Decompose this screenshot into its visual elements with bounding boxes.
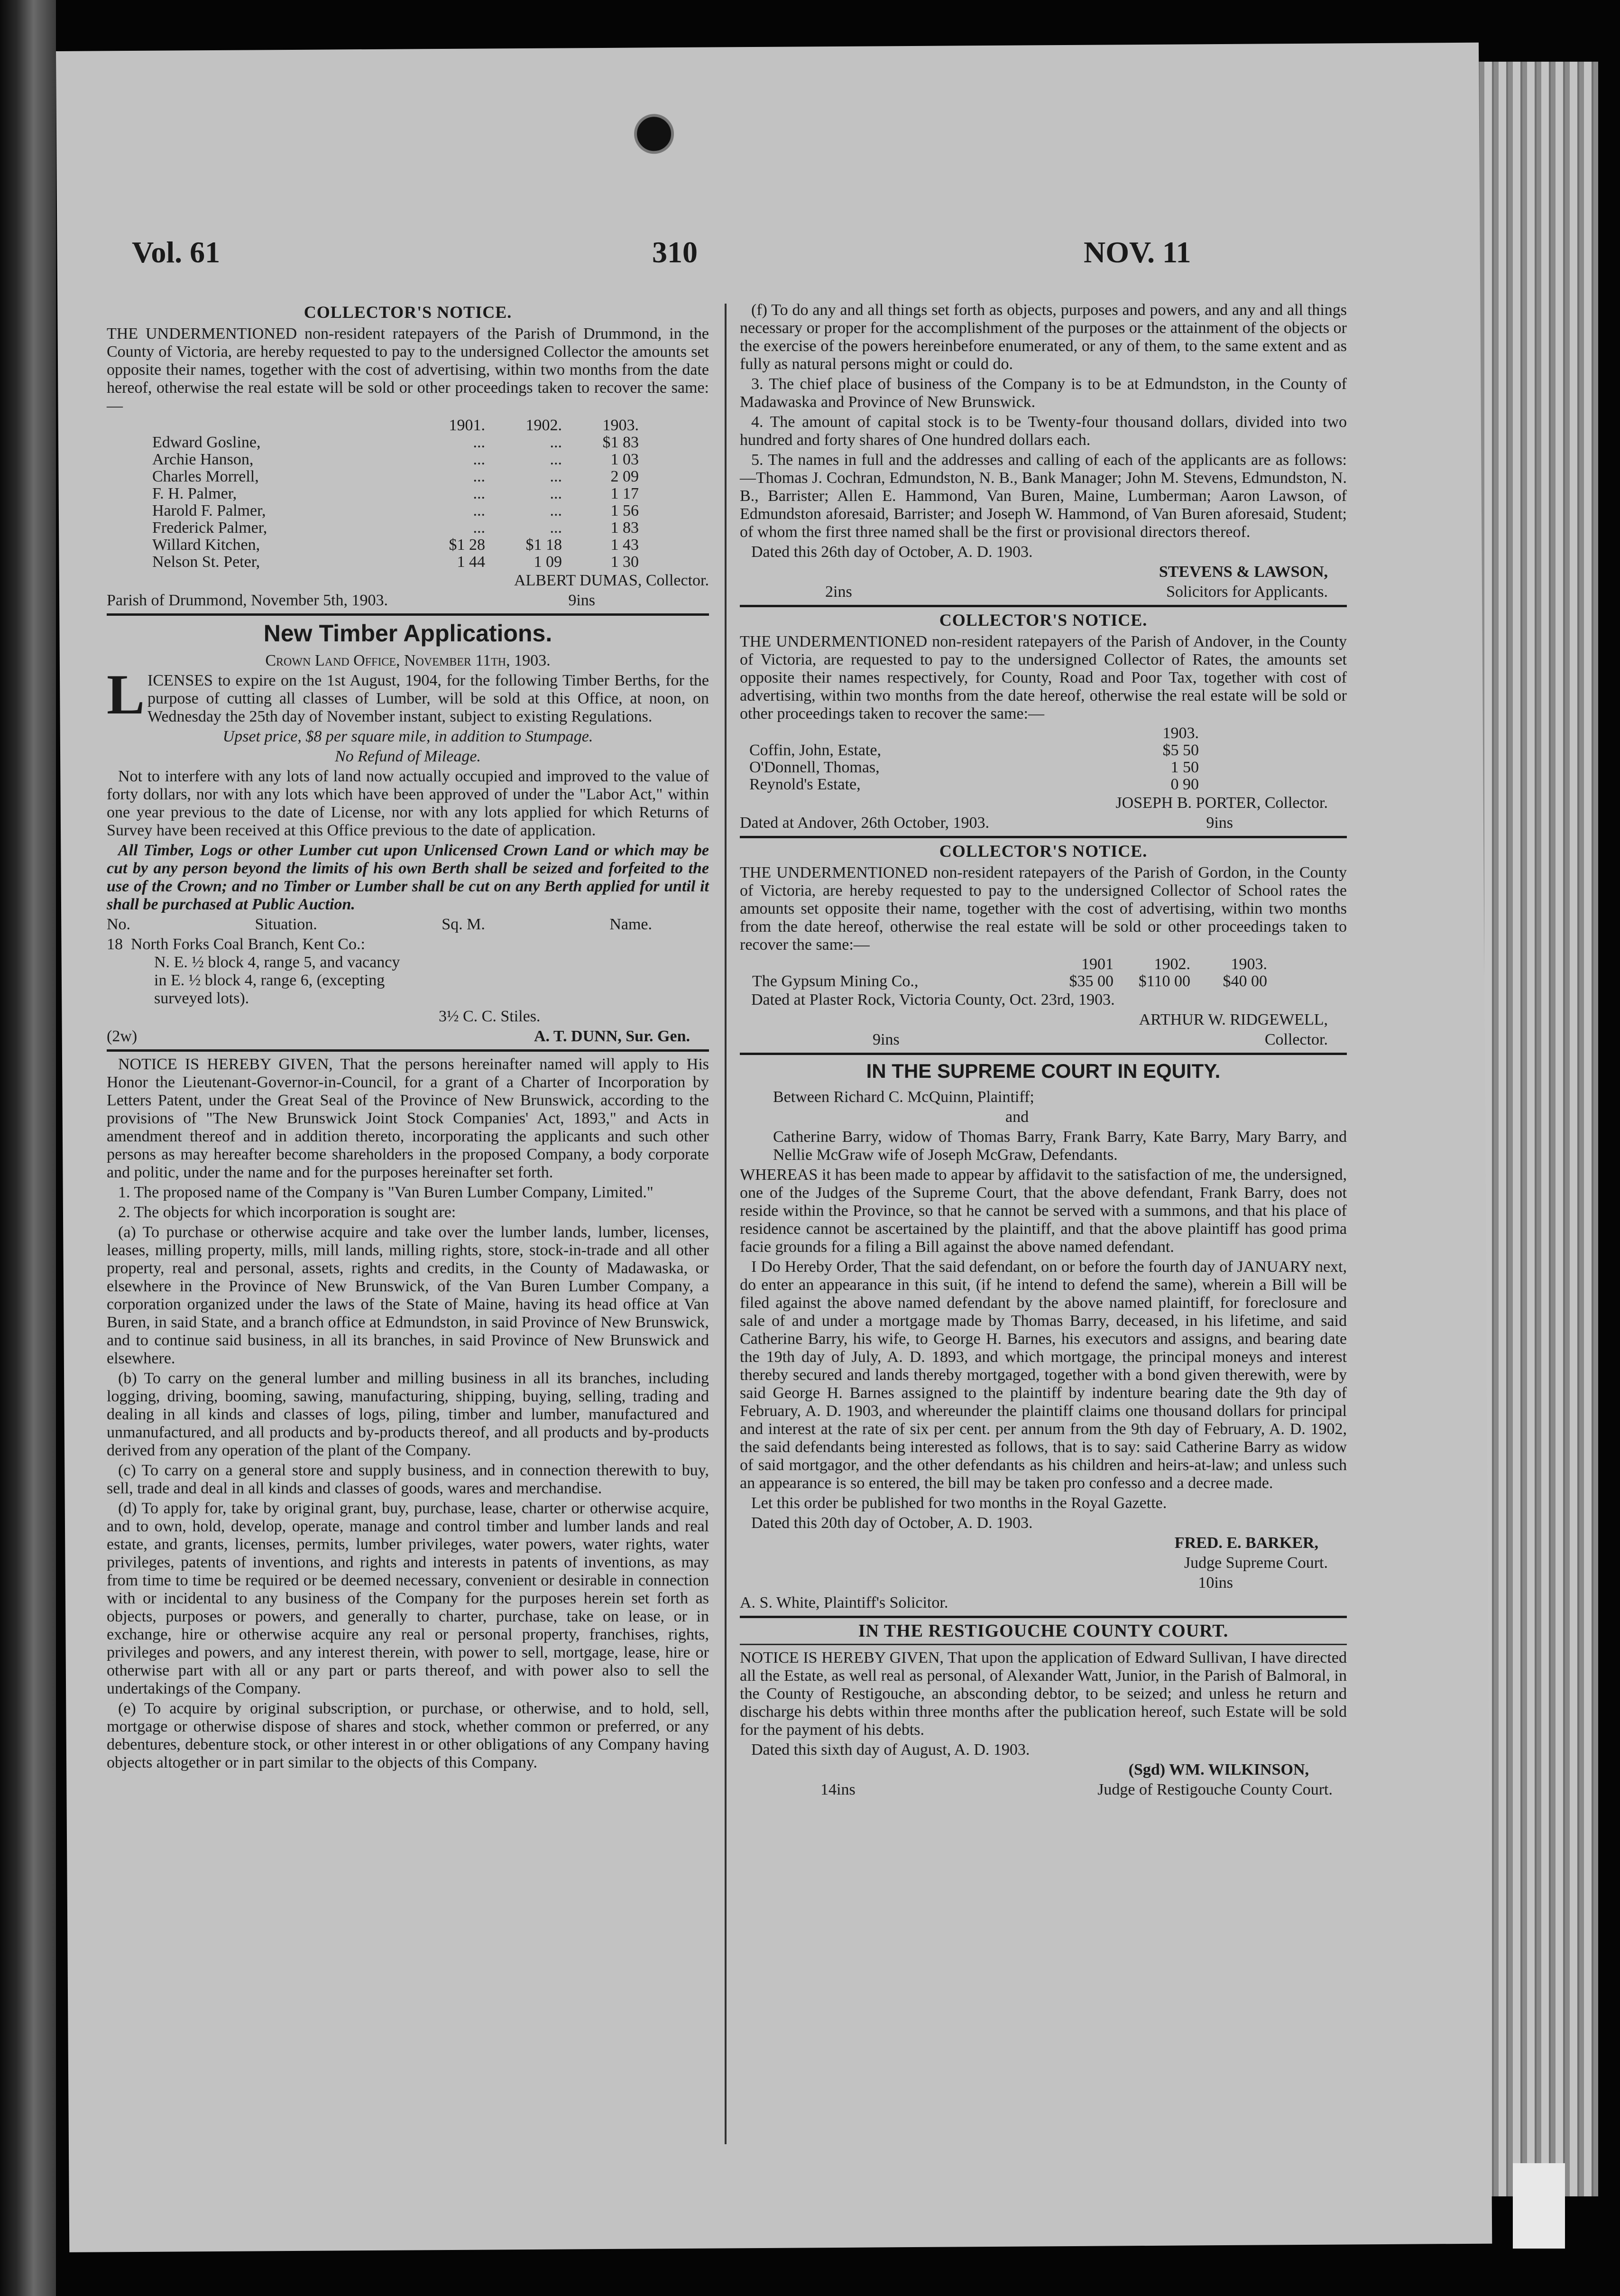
incorp-item: 3. The chief place of business of the Company is to be at Edmundston, in the County of Madawaska and Province of New Brunswick. bbox=[740, 375, 1347, 411]
no-refund: No Refund of Mileage. bbox=[335, 748, 481, 765]
amount-1902: 1 09 bbox=[534, 553, 562, 571]
incorp-object: (f) To do any and all things set forth as objects, purposes and powers, and any and all things necessary or proper for the accomplishment of the purposes or the attainment of the objects or the exercise of the powers hereinbefore enumerated, or any of them, to the same extent and as fully as natural persons might or could do. bbox=[740, 301, 1347, 373]
notice-date: Dated this sixth day of August, A. D. 1903. bbox=[751, 1741, 1030, 1759]
insertion-count: 2ins bbox=[825, 583, 852, 601]
col-header-sqm: Sq. M. bbox=[442, 916, 485, 933]
amount-1903: 1 83 bbox=[610, 519, 639, 537]
table-row bbox=[740, 776, 1202, 793]
and-line: and bbox=[1005, 1108, 1029, 1126]
amount-1902: $110 00 bbox=[1138, 972, 1190, 990]
tax-table bbox=[740, 725, 1202, 793]
notice-body: THE UNDERMENTIONED non-resident ratepayers of the Parish of Gordon, in the County of Victoria, are hereby requested to pay to the undersigned Collector of School rates the amounts set opposite their name, together with the cost of advertising, within two months from the date hereof, otherwise the real estate will be sold or other proceedings taken to recover the same:— bbox=[740, 864, 1347, 954]
amount-1902: ... bbox=[550, 502, 562, 519]
incorp-object: (e) To acquire by original subscription, or purchase, or otherwise, and to hold, sell, mortgage or otherwise dispose of shares and stock, whether common or preferred, or any debentures, debenture stock, or other interest in or other obligations of any Company having objects altogether or in part similar to the objects of this Company. bbox=[107, 1700, 709, 1771]
berth-table-header bbox=[107, 916, 709, 934]
solicitor-title: Solicitors for Applicants. bbox=[1166, 583, 1328, 601]
ratepayer-name: O'Donnell, Thomas, bbox=[749, 759, 880, 776]
restigouche-court-notice bbox=[740, 1622, 1347, 1799]
section-rule bbox=[740, 836, 1347, 838]
amount-1901: ... bbox=[473, 502, 485, 519]
amount-1902: ... bbox=[550, 519, 562, 537]
incorporation-notice-continued bbox=[740, 301, 1347, 601]
ratepayer-name: Charles Morrell, bbox=[152, 468, 259, 485]
incorp-item: 2. The objects for which incorporation is sought are: bbox=[118, 1204, 456, 1221]
ratepayer-name: Reynold's Estate, bbox=[749, 776, 861, 793]
office-dateline: Crown Land Office, November 11th, 1903. bbox=[265, 652, 551, 669]
volume-number: Vol. 61 bbox=[132, 235, 221, 269]
tax-table bbox=[749, 956, 1270, 990]
ratepayer-name: Willard Kitchen, bbox=[152, 536, 260, 554]
judge-signature: (Sgd) WM. WILKINSON, bbox=[1128, 1761, 1309, 1778]
berth-situation: N. E. ½ block 4, range 5, and vacancy bbox=[154, 954, 400, 971]
table-row bbox=[149, 434, 642, 451]
notice-heading: COLLECTOR'S NOTICE. bbox=[939, 611, 1148, 630]
notice-date: Dated at Plaster Rock, Victoria County, Oct. 23rd, 1903. bbox=[751, 991, 1115, 1009]
amount-1902: ... bbox=[550, 468, 562, 485]
incorp-object: (c) To carry on a general store and supply business, and in connection therewith to buy, sell, trade and deal in all kinds and classes of goods, wares and merchandise. bbox=[107, 1462, 709, 1497]
berth-situation: North Forks Coal Branch, Kent Co.: bbox=[131, 935, 365, 953]
amount-1903: $1 83 bbox=[602, 434, 639, 451]
year-header: 1903. bbox=[602, 417, 639, 434]
amount-1903: 1 17 bbox=[610, 485, 639, 502]
table-row bbox=[740, 759, 1202, 776]
column-divider bbox=[725, 304, 727, 2144]
berth-situation: in E. ½ block 4, range 6, (excepting bbox=[154, 972, 385, 989]
table-row bbox=[149, 519, 642, 537]
ratepayer-name: Edward Gosline, bbox=[152, 434, 261, 451]
amount-1902: $1 18 bbox=[525, 536, 562, 554]
amount-1901: $35 00 bbox=[1069, 972, 1114, 990]
notice-footer bbox=[740, 1031, 1347, 1049]
col-header-no: No. bbox=[107, 916, 131, 933]
ratepayer-name: Frederick Palmer, bbox=[152, 519, 267, 537]
notice-footer bbox=[740, 814, 1347, 832]
page-number: 310 bbox=[652, 235, 698, 269]
insertion-count: 9ins bbox=[1206, 814, 1233, 832]
table-row bbox=[149, 537, 642, 554]
amount-1903: 1 30 bbox=[610, 553, 639, 571]
section-rule bbox=[740, 1616, 1347, 1618]
table-row bbox=[149, 485, 642, 502]
year-header: 1903. bbox=[1231, 955, 1267, 973]
incorp-object: (d) To apply for, take by original grant, buy, purchase, lease, charter or otherwise acquire, and to own, hold, develop, operate, manage and control timber and lumber lands and real estate, and grants, licenses, permits, lumber privileges, water powers, water rights, water privileges, patents of inventions, and rights and interests in patents of inventions, as may from time to time be required or be deemed necessary, convenient or desirable in connection with or incidental to any business of the Company for the purposes herein set forth as objects, purposes or powers, and generally to charter, purchase, take on lease, or in exchange, hire or otherwise acquire any real or personal property, franchises, rights, privileges and powers, and any interest therein, with power to sell, mortgage, lease, hire or otherwise part with all or any part or parts thereof, and with power also to sell the undertakings of the Company. bbox=[107, 1500, 709, 1697]
book-binding-edge bbox=[0, 0, 56, 2296]
insertion-count: 14ins bbox=[820, 1781, 856, 1798]
notice-heading: COLLECTOR'S NOTICE. bbox=[939, 842, 1148, 861]
amount-1903: 1 03 bbox=[610, 451, 639, 468]
punch-hole bbox=[634, 114, 674, 154]
amount-1903: $40 00 bbox=[1223, 972, 1267, 990]
amount-1903: 1 50 bbox=[1170, 759, 1199, 776]
ratepayer-name: Harold F. Palmer, bbox=[152, 502, 266, 519]
incorp-object: (b) To carry on the general lumber and milling business in all its branches, including logging, driving, booming, sawing, manufacturing, shipping, buying, selling, trading and dealing in all kinds and classes of logs, piling, timber and lumber, manufactured and unmanufactured, and all products and by-products thereof, and all products and by-products derived from any operation of the plant of the Company. bbox=[107, 1370, 709, 1459]
amount-1903: 1 43 bbox=[610, 536, 639, 554]
page-tab bbox=[1513, 2163, 1565, 2249]
timber-warning: All Timber, Logs or other Lumber cut upon Unlicensed Crown Land or which may be cut by any person beyond the limits of his own Berth shall be seized and forfeited to the use of the Crown; and no Timber or Lumber shall be cut on any Berth applied for until it shall be purchased at Public Auction. bbox=[107, 842, 709, 913]
amount-1903: 1 56 bbox=[610, 502, 639, 519]
amount-1901: $1 28 bbox=[449, 536, 485, 554]
amount-1902: ... bbox=[550, 485, 562, 502]
insertion-count: 9ins bbox=[873, 1031, 900, 1048]
judge-signature: FRED. E. BARKER, bbox=[1174, 1534, 1318, 1552]
ratepayer-name: The Gypsum Mining Co., bbox=[752, 972, 919, 990]
surveyor-signature: A. T. DUNN, Sur. Gen. bbox=[534, 1028, 690, 1045]
notice-body: THE UNDERMENTIONED non-resident ratepayers of the Parish of Drummond, in the County of Victoria, are hereby requested to pay to the undersigned Collector the amounts set opposite their names, together with the cost of advertising, within two months from the date hereof, otherwise the real estate will be sold or other proceedings taken to recover the same:— bbox=[107, 325, 709, 415]
whereas-para: WHEREAS it has been made to appear by affidavit to the satisfaction of me, the undersigned, one of the Judges of the Supreme Court, that the above defendant, Frank Barry, does not reside within the Province, so that he cannot be served with a summons, and that his place of residence cannot be ascertained by the plaintiff, and that the above plaintiff has good prima facie grounds for a filing a Bill against the above named defendant. bbox=[740, 1166, 1347, 1256]
section-heading: New Timber Applications. bbox=[263, 620, 552, 647]
col-header-name: Name. bbox=[609, 916, 652, 933]
amount-1903: $5 50 bbox=[1162, 741, 1199, 759]
year-header: 1901 bbox=[1081, 955, 1114, 973]
berth-area-name: 3½ C. C. Stiles. bbox=[439, 1008, 541, 1025]
year-header: 1902. bbox=[1154, 955, 1190, 973]
table-row bbox=[149, 554, 642, 571]
ratepayer-name: Nelson St. Peter, bbox=[152, 553, 260, 571]
incorp-item: 1. The proposed name of the Company is "Van Buren Lumber Company, Limited." bbox=[118, 1184, 654, 1201]
collector-notice-andover bbox=[740, 611, 1347, 832]
table-row bbox=[149, 502, 642, 519]
section-heading: IN THE SUPREME COURT IN EQUITY. bbox=[866, 1060, 1221, 1082]
year-header: 1901. bbox=[449, 417, 485, 434]
drop-cap: L bbox=[107, 663, 145, 726]
solicitor-signature: STEVENS & LAWSON, bbox=[1159, 563, 1328, 581]
col-header-situation: Situation. bbox=[255, 916, 317, 933]
berth-situation: surveyed lots). bbox=[154, 990, 249, 1007]
publish-order: Let this order be published for two months in the Royal Gazette. bbox=[751, 1494, 1167, 1512]
amount-1903: 2 09 bbox=[610, 468, 639, 485]
section-rule bbox=[107, 613, 709, 616]
notice-footer bbox=[740, 583, 1347, 601]
left-column bbox=[107, 301, 709, 1774]
judge-title: Judge Supreme Court. bbox=[1184, 1554, 1328, 1572]
collector-notice-drummond bbox=[107, 303, 709, 610]
amount-1901: 1 44 bbox=[457, 553, 485, 571]
year-header: 1903. bbox=[1162, 724, 1199, 742]
notice-footer bbox=[107, 592, 709, 610]
incorp-item: 5. The names in full and the addresses and calling of each of the applicants are as follows:—Thomas J. Cochran, Edmundston, N. B., Bank Manager; John M. Stevens, Edmundston, N. B., Barrister; Allen E. Hammond, Van Buren, Maine, Lumberman; Aaron Lawson, of Edmundston aforesaid, Barrister; and Joseph W. Hammond, of Van Buren aforesaid, Student; of whom the first three named shall be the first or provisional directors thereof. bbox=[740, 451, 1347, 541]
notice-date: Dated at Andover, 26th October, 1903. bbox=[740, 814, 990, 832]
upset-price: Upset price, $8 per square mile, in addition to Stumpage. bbox=[222, 728, 593, 745]
section-rule bbox=[740, 1644, 1347, 1645]
amount-1901: ... bbox=[473, 434, 485, 451]
table-row bbox=[740, 742, 1202, 759]
table-row bbox=[149, 451, 642, 468]
section-rule bbox=[740, 605, 1347, 607]
issue-date: NOV. 11 bbox=[1084, 235, 1191, 269]
notice-date: Dated this 26th day of October, A. D. 1903. bbox=[751, 543, 1033, 561]
ratepayer-name: F. H. Palmer, bbox=[152, 485, 237, 502]
insertion-count: 10ins bbox=[1198, 1574, 1233, 1592]
plaintiff-line: Between Richard C. McQuinn, Plaintiff; bbox=[773, 1088, 1034, 1106]
amount-1901: ... bbox=[473, 519, 485, 537]
insertion-count: (2w) bbox=[107, 1028, 138, 1045]
table-row bbox=[149, 468, 642, 485]
collector-signature: ARTHUR W. RIDGEWELL, bbox=[1139, 1011, 1328, 1028]
timber-applications-notice bbox=[107, 620, 709, 1046]
judge-title: Judge of Restigouche County Court. bbox=[1097, 1781, 1333, 1798]
amount-1901: ... bbox=[473, 468, 485, 485]
incorp-object: (a) To purchase or otherwise acquire and take over the lumber lands, lumber, licenses, leases, milling property, mills, mill lands, milling rights, store, stock-in-trade and all other property, real and personal, assets, rights and credits, in the County of Madawaska, or elsewhere in the Province of New Brunswick, of the Van Buren Lumber Company, a corporation organized under the laws of the State of Maine, having its head office at Van Buren, in said State, and a branch office at Edmundston, in said Province of New Brunswick, and to continue said business, in all its branches, in said Province of New Brunswick and elsewhere. bbox=[107, 1223, 709, 1367]
collector-notice-gordon bbox=[740, 842, 1347, 1049]
timber-para: Not to interfere with any lots of land now actually occupied and improved to the value of forty dollars, nor with any lots which have been approved of under the "Labor Act," within one year previous to the date of License, nor with any lots applied for which Returns of Survey have been received at this Office previous to the date of application. bbox=[107, 768, 709, 839]
notice-footer bbox=[107, 1028, 709, 1046]
notice-body: THE UNDERMENTIONED non-resident ratepayers of the Parish of Andover, in the County of Victoria, are requested to pay to the undersigned Collector of Rates, the amounts set opposite their names respectively, for County, Road and Poor Tax, together with cost of advertising, within two months from the date hereof, otherwise the real estate will be sold or other proceedings taken to recover the same:— bbox=[740, 633, 1347, 722]
tax-table-header bbox=[149, 417, 642, 434]
berth-entry bbox=[107, 935, 709, 1026]
amount-1901: ... bbox=[473, 451, 485, 468]
tax-table bbox=[149, 417, 642, 571]
court-order: I Do Hereby Order, That the said defendant, on or before the fourth day of JANUARY next, do enter an appearance in this suit, (if he intend to defend the same), wherein a Bill will be filed against the above named defendant by the above named plaintiff, for foreclosure and sale of and under a mortgage made by Thomas Barry, deceased, in his lifetime, and said Catherine Barry, his wife, to George H. Barnes, his executors and assigns, and bearing date the 19th day of July, A. D. 1893, and which mortgage, the principal moneys and interest thereby secured and lands thereby mortgaged, together with a bond given therewith, were by said George H. Barnes assigned to the plaintiff by indenture bearing date the 9th day of February, A. D. 1903, and whereunder the plaintiff claims one thousand dollars for principal and interest at the rate of six per cent. per annum from the 9th day of February, A. D. 1902, the said defendants being interested as follows, that is to say: said Catherine Barry as widow of said mortgagor, and the other defendants as his children and heirs-at-law; and unless such an appearance is so entered, the bill may be taken pro confesso and a decree made. bbox=[740, 1258, 1347, 1492]
ratepayer-name: Archie Hanson, bbox=[152, 451, 254, 468]
incorporation-notice bbox=[107, 1055, 709, 1772]
notice-body: NOTICE IS HEREBY GIVEN, That the persons hereinafter named will apply to His Honor the Lieutenant-Governor-in-Council, for a grant of a Charter of Incorporation by Letters Patent, under the Great Seal of the Province of New Brunswick, according to the provisions of "The New Brunswick Joint Stock Companies' Act, 1893," and Acts in amendment thereof and in addition thereto, incorporating the applicants and such other persons as may hereafter become shareholders in the proposed Company, a body corporate and politic, under the name and for the purposes hereinafter set forth. bbox=[107, 1055, 709, 1181]
solicitor-line: A. S. White, Plaintiff's Solicitor. bbox=[740, 1594, 948, 1611]
supreme-court-notice bbox=[740, 1059, 1347, 1612]
collector-title: Collector. bbox=[1264, 1031, 1328, 1048]
defendants-line: Catherine Barry, widow of Thomas Barry, Frank Barry, Kate Barry, Mary Barry, and Nellie McGraw wife of Joseph McGraw, Defendants. bbox=[773, 1128, 1347, 1164]
notice-heading: COLLECTOR'S NOTICE. bbox=[304, 303, 512, 322]
notice-body: NOTICE IS HEREBY GIVEN, That upon the application of Edward Sullivan, I have directed all the Estate, as well real as personal, of Alexander Watt, Junior, in the Parish of Balmoral, in the County of Restigouche, an absconding debtor, to be seized; and unless he return and discharge his debts within three months after the publication hereof, such Estate will be sold for the payment of his debts. bbox=[740, 1649, 1347, 1739]
amount-1902: ... bbox=[550, 451, 562, 468]
notice-footer bbox=[740, 1781, 1347, 1799]
section-rule bbox=[740, 1053, 1347, 1055]
section-rule bbox=[107, 1049, 709, 1052]
collector-signature: JOSEPH B. PORTER, Collector. bbox=[1115, 794, 1328, 812]
amount-1903: 0 90 bbox=[1170, 776, 1199, 793]
table-row bbox=[749, 973, 1270, 990]
amount-1902: ... bbox=[550, 434, 562, 451]
collector-signature: ALBERT DUMAS, Collector. bbox=[514, 572, 709, 589]
berth-number: 18 bbox=[107, 935, 123, 953]
ratepayer-name: Coffin, John, Estate, bbox=[749, 741, 881, 759]
insertion-count: 9ins bbox=[568, 592, 595, 609]
amount-1901: ... bbox=[473, 485, 485, 502]
year-header: 1902. bbox=[525, 417, 562, 434]
right-column bbox=[740, 301, 1347, 1799]
timber-para: ICENSES to expire on the 1st August, 1904, for the following Timber Berths, for the purpose of cutting all classes of Lumber, will be sold at this Office, at noon, on Wednesday the 25th day of November instant, subject to existing Regulations. bbox=[147, 672, 709, 725]
incorp-item: 4. The amount of capital stock is to be Twenty-four thousand dollars, divided into two hundred and forty shares of One hundred dollars each. bbox=[740, 413, 1347, 449]
section-heading: IN THE RESTIGOUCHE COUNTY COURT. bbox=[858, 1621, 1229, 1641]
notice-date: Dated this 20th day of October, A. D. 1903. bbox=[751, 1514, 1033, 1532]
notice-date: Parish of Drummond, November 5th, 1903. bbox=[107, 592, 388, 609]
